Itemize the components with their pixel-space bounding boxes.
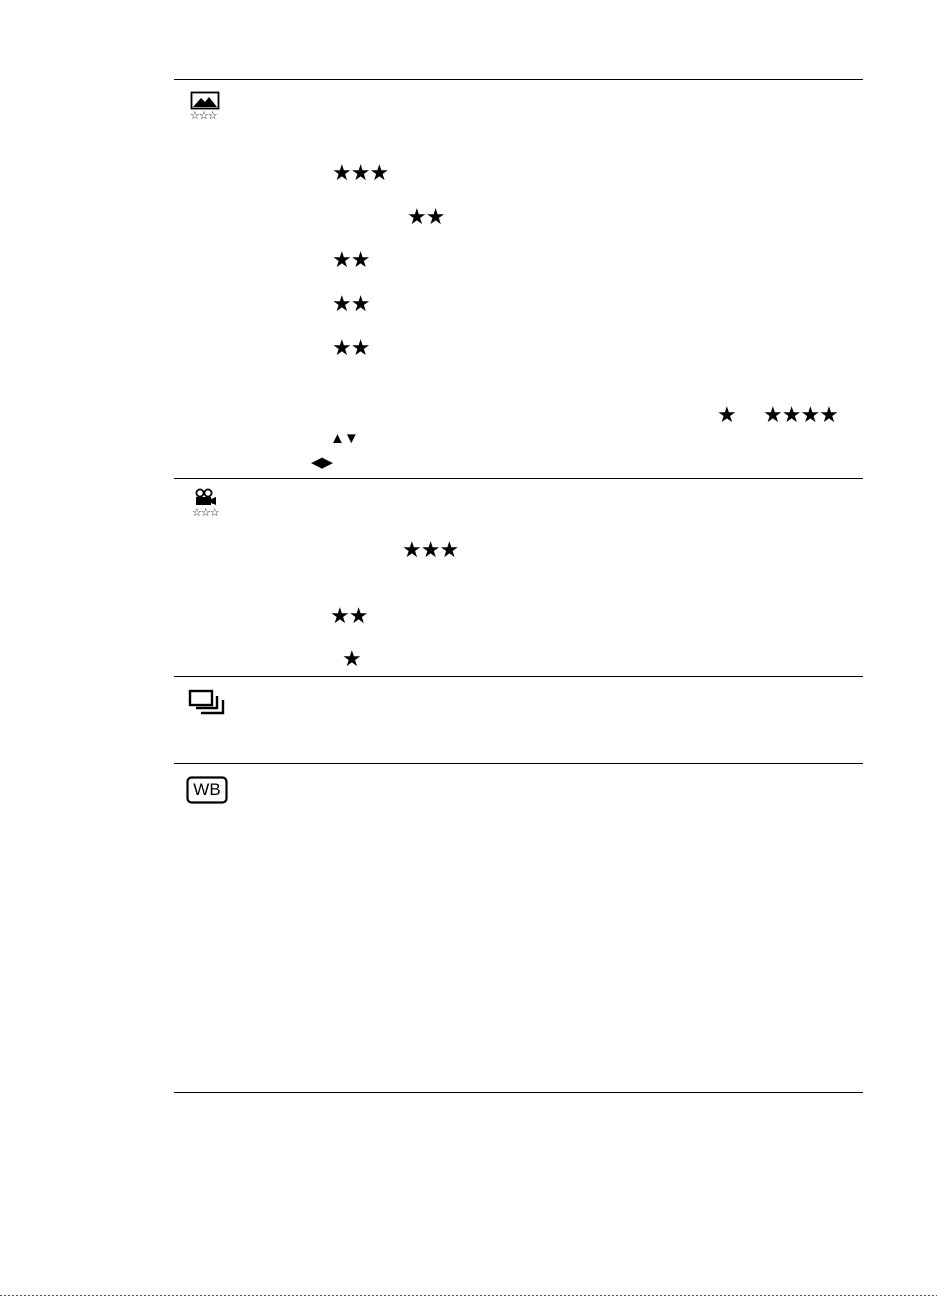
star-rating-marker: ★★ xyxy=(407,204,445,229)
white-balance-icon xyxy=(186,776,228,804)
page-edge-mark xyxy=(0,1295,937,1296)
section-divider-top xyxy=(174,79,863,80)
white-balance-label: WB xyxy=(193,780,221,799)
quality-stars-icon: ☆☆☆ xyxy=(192,507,219,519)
star-rating-marker: ★★★ xyxy=(402,537,459,562)
section-divider xyxy=(174,676,863,677)
quality-stars-icon: ☆☆☆ xyxy=(190,110,217,122)
star-rating-marker: ★ xyxy=(717,402,736,427)
star-rating-marker: ★★ xyxy=(332,247,370,272)
star-rating-marker: ★★ xyxy=(332,335,370,360)
left-right-arrows-icon: ◀▶ xyxy=(311,454,333,471)
star-rating-marker: ★★ xyxy=(330,603,368,628)
star-rating-marker: ★★ xyxy=(332,291,370,316)
up-down-arrows-icon: ▲▼ xyxy=(330,430,358,447)
section-divider xyxy=(174,763,863,764)
star-rating-marker: ★★★★ xyxy=(763,402,838,427)
section-divider xyxy=(174,478,863,479)
star-rating-marker: ★★★ xyxy=(332,160,389,185)
star-rating-marker: ★ xyxy=(342,646,361,671)
burst-mode-icon xyxy=(188,688,228,718)
section-divider-bottom xyxy=(174,1092,863,1093)
landscape-quality-icon xyxy=(190,91,222,123)
video-quality-icon xyxy=(192,488,224,520)
